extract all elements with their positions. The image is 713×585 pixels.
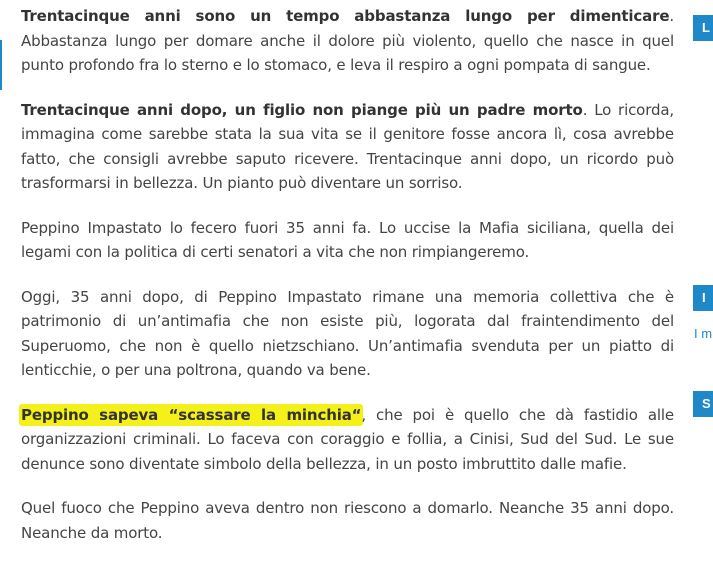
- paragraph-2-text: . Lo ricorda, immagina come sarebbe stata la sua vita se il genitore fosse ancora lì, cosa avrebbe fatto, che consigli avrebbe saputo ricevere. Trentacinque anni dopo, un ricordo può trasformarsi in bellezza. Un pianto può diventare un sorriso.: [21, 100, 674, 192]
- paragraph-3: Peppino Impastato lo fecero fuori 35 anni fa. Lo uccise la Mafia siciliana, quella dei legami con la politica di certi senatori a vita che non rimpiangeremo.: [21, 218, 674, 261]
- paragraph-2: [21, 98, 674, 196]
- paragraph-1-text: . Abbastanza lungo per domare anche il dolore più violento, quello che nasce in quel punto profondo fra lo sterno e lo stomaco, e leva il respiro a ogni pompata di sangue.: [21, 7, 674, 74]
- paragraph-5-text: , che poi è quello che dà fastidio alle organizzazioni criminali. Lo faceva con coraggio e follia, a Cinisi, Sud del Sud. Le sue denunce sono diventate simbolo della bellezza, in un posto imbruttito dalle mafie.: [21, 405, 674, 473]
- left-accent-rule: [0, 40, 2, 90]
- right-sidebar: [693, 0, 713, 585]
- paragraph-1-lead: Trentacinque anni sono un tempo abbastanza lungo per dimenticare: [21, 7, 670, 25]
- sidebar-tab-2[interactable]: I: [693, 285, 713, 311]
- sidebar-tab-1[interactable]: L: [693, 15, 713, 41]
- sidebar-link[interactable]: I m: [694, 326, 713, 341]
- paragraph-6: Quel fuoco che Peppino aveva dentro non riescono a domarlo. Neanche 35 anni dopo. Neanche da morto.: [21, 499, 674, 542]
- sidebar-tab-3[interactable]: S: [693, 391, 713, 417]
- paragraph-5: [21, 403, 674, 477]
- paragraph-1: [21, 4, 674, 78]
- highlighted-quote: Peppino sapeva “scassare la minchia“: [21, 405, 362, 424]
- article-body: [21, 4, 674, 565]
- paragraph-4: Oggi, 35 anni dopo, di Peppino Impastato rimane una memoria collettiva che è patrimonio di un’antimafia che non esiste più, logorata dal fraintendimento del Superuomo, che non è quello nietzschiano. Un’antimafia svenduta per un piatto di lenticchie, o per una poltrona, quando va bene.: [21, 287, 674, 379]
- paragraph-2-lead: Trentacinque anni dopo, un figlio non piange più un padre morto: [21, 100, 583, 119]
